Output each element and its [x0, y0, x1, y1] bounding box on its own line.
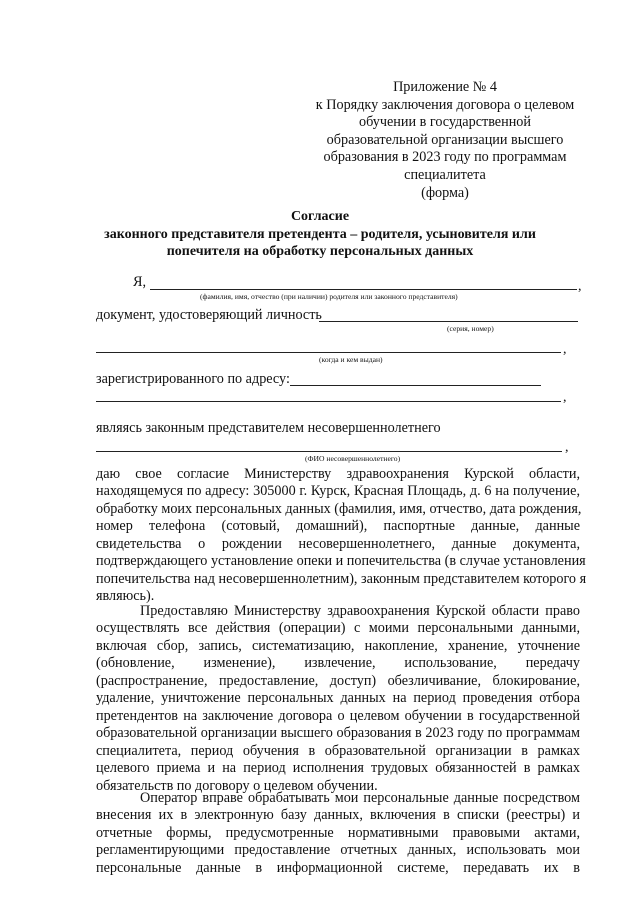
address-field-line2[interactable] [96, 401, 561, 402]
paragraph-line: свидетельства о рождении несовершеннолетнего, данные документа, [96, 535, 580, 552]
document-title: Согласие [290, 209, 350, 224]
parent-name-field[interactable] [150, 289, 577, 290]
paragraph-line: Предоставляю Министерству здравоохранения Курской области право [140, 603, 580, 619]
appendix-number: Приложение № 4 [393, 79, 497, 95]
document-subtitle-line: законного представителя претендента – родителя, усыновителя или [104, 227, 536, 242]
minor-label: являясь законным представителем несовершеннолетнего [96, 420, 441, 436]
paragraph-line: являюсь). [96, 588, 155, 605]
appendix-header [310, 79, 580, 202]
comma: , [565, 440, 569, 455]
paragraph-line: Оператор вправе обрабатывать мои персональные данные посредством [140, 790, 580, 806]
paragraph-line: обязательств по договору о целевом обучении. [96, 777, 378, 794]
appendix-form-label: (форма) [421, 184, 469, 201]
paragraph-line: специалитета, период обучения в образовательной организации в рамках [96, 742, 580, 759]
issued-by-field[interactable] [96, 352, 561, 353]
paragraph-line: целевого приема и на период исполнения трудовых обязанностей в рамках [96, 760, 580, 777]
paragraph-line: (обновление, изменение), извлечение, использование, передачу [96, 655, 580, 672]
address-label: зарегистрированного по адресу: [96, 371, 290, 387]
paragraph-line: попечительства над несовершеннолетним), законным представителем которого я [96, 570, 587, 587]
paragraph-line: включая сбор, запись, систематизацию, накопление, хранение, уточнение [96, 637, 580, 654]
paragraph-line: внесения их в электронную базу данных, включения в списки (реестры) и [96, 807, 580, 824]
consent-paragraph [96, 466, 587, 606]
id-document-label: документ, удостоверяющий личность [96, 307, 322, 323]
operator-paragraph [96, 790, 580, 877]
paragraph-line: даю свое согласие Министерству здравоохранения Курской области, [96, 466, 580, 482]
appendix-line: к Порядку заключения договора о целевом [315, 96, 575, 113]
paragraph-line: образовательной организации высшего образования в 2023 году по программам [96, 725, 580, 742]
minor-name-field[interactable] [96, 451, 562, 452]
issued-by-caption: (когда и кем выдан) [319, 355, 383, 364]
comma: , [563, 342, 567, 357]
comma: , [563, 390, 567, 405]
appendix-line: образовательной организации высшего [326, 131, 564, 148]
rights-paragraph [96, 603, 580, 795]
paragraph-line: находящемуся по адресу: 305000 г. Курск, Красная Площадь, д. 6 на получение, [96, 483, 580, 500]
paragraph-line: номер телефона (сотовый, домашний), паспортные данные, данные [96, 518, 580, 535]
paragraph-line: обработку моих персональных данных (фамилия, имя, отчество, дата рождения, [96, 500, 582, 517]
id-document-field[interactable] [319, 321, 578, 322]
appendix-line: специалитета [404, 166, 486, 183]
comma: , [578, 279, 582, 294]
paragraph-line: осуществлять все действия (операции) с моими персональными данными, [96, 620, 580, 637]
minor-name-caption: (ФИО несовершеннолетнего) [305, 454, 401, 463]
appendix-line: образования в 2023 году по программам [323, 149, 567, 166]
appendix-line: обучении в государственной [359, 114, 531, 131]
address-field[interactable] [290, 385, 541, 386]
document-subtitle-line: попечителя на обработку персональных данных [166, 244, 474, 259]
parent-name-caption: (фамилия, имя, отчество (при наличии) родителя или законного представителя) [200, 292, 458, 301]
paragraph-line: отчетные формы, предусмотренные нормативными правовыми актами, [96, 824, 580, 841]
id-document-caption: (серия, номер) [447, 324, 494, 333]
paragraph-line: (распространение, предоставление, доступ) обезличивание, блокирование, [96, 672, 580, 689]
paragraph-line: персональные данные в информационной системе, передавать их в [96, 859, 580, 876]
i-label: Я, [133, 274, 147, 290]
paragraph-line: претендентов на заключение договора о целевом обучении в государственной [96, 707, 580, 724]
paragraph-line: удаление, уничтожение персональных данных на период проведения отбора [96, 690, 580, 707]
paragraph-line: регламентирующими предоставление отчетных данных, использовать мои [96, 842, 580, 859]
paragraph-line: подтверждающего установление опеки и попечительства (в случае установления [96, 553, 586, 570]
